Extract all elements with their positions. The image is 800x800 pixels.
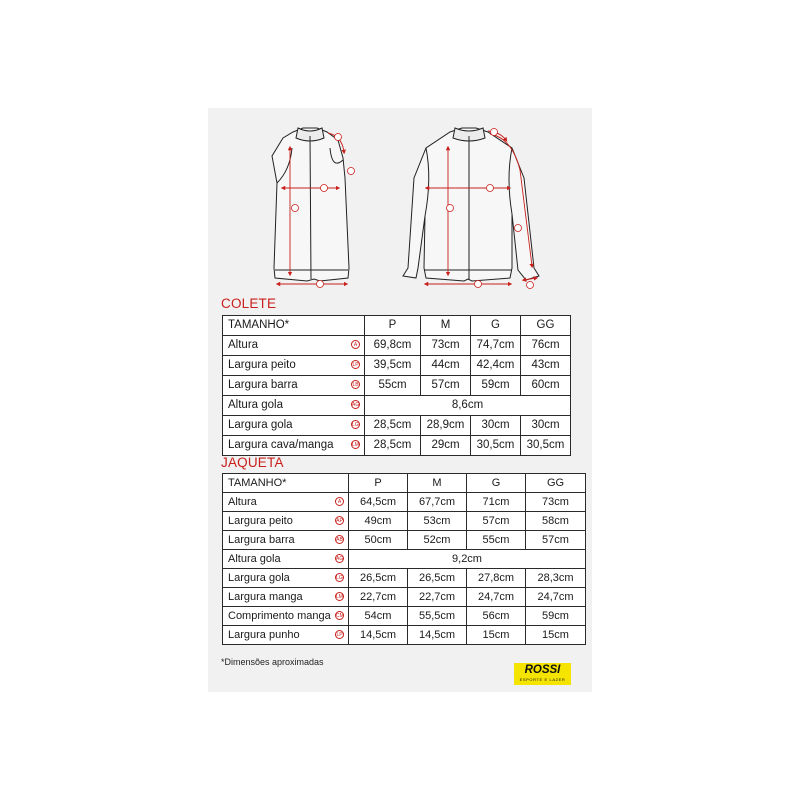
measure-label-cell: [223, 416, 365, 436]
measure-value: 67,7cm: [408, 493, 467, 512]
table-row: [223, 607, 586, 626]
measure-value: 42,4cm: [471, 356, 521, 376]
measure-value-all-sizes: 8,6cm: [365, 396, 571, 416]
measure-mark-icon: A: [335, 497, 344, 506]
measure-value: 57cm: [526, 531, 586, 550]
section-title-colete: COLETE: [221, 296, 277, 311]
measure-label: Largura peito: [228, 515, 293, 527]
measure-mark-icon: LP: [336, 632, 343, 638]
measure-value: 30cm: [521, 416, 571, 436]
table-row: [223, 336, 571, 356]
brand-tagline: ESPORTE E LAZER: [519, 677, 566, 682]
measure-label-cell: [223, 336, 365, 356]
table-row: [223, 626, 586, 645]
measure-label-cell: [223, 531, 349, 550]
measure-value: 69,8cm: [365, 336, 421, 356]
measure-label-cell: [223, 550, 349, 569]
measure-label-cell: [223, 436, 365, 456]
measure-value: 56cm: [467, 607, 526, 626]
measure-label-cell: [223, 588, 349, 607]
measure-label-cell: [223, 376, 365, 396]
measure-label: Altura: [228, 339, 259, 351]
measure-label: Altura: [228, 496, 257, 508]
measure-label: Largura barra: [228, 379, 298, 391]
table-row: [223, 356, 571, 376]
brand-name: ROSSI: [524, 664, 561, 676]
measure-mark-icon: LP: [352, 362, 359, 368]
measure-value: 24,7cm: [467, 588, 526, 607]
measure-value: 59cm: [526, 607, 586, 626]
measure-label: Altura gola: [228, 553, 281, 565]
measure-value: 30cm: [471, 416, 521, 436]
measure-value: 14,5cm: [349, 626, 408, 645]
measure-mark-icon: AG: [352, 402, 360, 408]
measure-value: 22,7cm: [349, 588, 408, 607]
measure-label: Largura punho: [228, 629, 300, 641]
measure-value: 28,5cm: [365, 416, 421, 436]
measure-value: 57cm: [421, 376, 471, 396]
measure-value: 30,5cm: [471, 436, 521, 456]
measure-value: 29cm: [421, 436, 471, 456]
measure-label: Largura barra: [228, 534, 295, 546]
table-row: [223, 493, 586, 512]
measure-value: 52cm: [408, 531, 467, 550]
brand-logo: [514, 663, 571, 685]
jaqueta-size-table: [222, 473, 586, 645]
garment-diagrams: [250, 118, 560, 296]
footnote: *Dimensões aproximadas: [221, 657, 324, 667]
measure-value: 28,3cm: [526, 569, 586, 588]
table-row: [223, 531, 586, 550]
measure-value: 55cm: [365, 376, 421, 396]
measure-value: 44cm: [421, 356, 471, 376]
measure-value: 27,8cm: [467, 569, 526, 588]
size-header-g: G: [467, 474, 526, 493]
measure-value: 57cm: [467, 512, 526, 531]
size-header-gg: GG: [526, 474, 586, 493]
measure-label: Largura cava/manga: [228, 439, 334, 451]
measure-value: 54cm: [349, 607, 408, 626]
measure-label: Comprimento manga: [228, 610, 331, 622]
size-header-p: P: [349, 474, 408, 493]
measure-mark-icon: LM: [336, 594, 343, 600]
measure-value: 55cm: [467, 531, 526, 550]
table-header-row: [223, 474, 586, 493]
measure-label-cell: [223, 569, 349, 588]
table-row: [223, 416, 571, 436]
table-row: [223, 436, 571, 456]
size-header-label: TAMANHO*: [223, 474, 349, 493]
measure-mark-icon: AP: [336, 518, 343, 524]
size-header-label: TAMANHO*: [223, 316, 365, 336]
measure-mark-icon: LG: [352, 422, 359, 428]
measure-value: 14,5cm: [408, 626, 467, 645]
jacket-diagram: [403, 128, 539, 281]
measure-value: 60cm: [521, 376, 571, 396]
measure-mark-icon: AB: [336, 537, 343, 543]
size-header-g: G: [471, 316, 521, 336]
colete-size-table: [222, 315, 571, 456]
measure-value: 59cm: [471, 376, 521, 396]
table-row: [223, 550, 586, 569]
measure-label-cell: [223, 356, 365, 376]
measure-label: Largura gola: [228, 419, 293, 431]
measure-label: Largura peito: [228, 359, 296, 371]
measure-mark-icon: LB: [352, 382, 359, 388]
measure-label-cell: [223, 626, 349, 645]
measure-label: Largura gola: [228, 572, 290, 584]
measure-value: 74,7cm: [471, 336, 521, 356]
table-row: [223, 512, 586, 531]
measure-value: 26,5cm: [349, 569, 408, 588]
measure-label-cell: [223, 396, 365, 416]
measure-value: 49cm: [349, 512, 408, 531]
measure-mark-icon: LG: [336, 575, 343, 581]
measure-value: 39,5cm: [365, 356, 421, 376]
vest-diagram: [272, 128, 349, 281]
measure-mark-icon: LM: [352, 442, 359, 448]
table-header-row: [223, 316, 571, 336]
measure-value: 64,5cm: [349, 493, 408, 512]
measure-label: Altura gola: [228, 399, 283, 411]
measure-value: 15cm: [526, 626, 586, 645]
measure-value: 71cm: [467, 493, 526, 512]
measure-value: 30,5cm: [521, 436, 571, 456]
measure-mark-icon: A: [351, 340, 360, 349]
measure-value: 28,9cm: [421, 416, 471, 436]
section-title-jaqueta: JAQUETA: [221, 455, 284, 470]
measure-value: 50cm: [349, 531, 408, 550]
measure-label: Largura manga: [228, 591, 303, 603]
measure-value: 28,5cm: [365, 436, 421, 456]
measure-value: 76cm: [521, 336, 571, 356]
measure-value: 55,5cm: [408, 607, 467, 626]
measure-mark-icon: CM: [336, 613, 344, 619]
table-row: [223, 569, 586, 588]
measure-value: 43cm: [521, 356, 571, 376]
measure-value: 26,5cm: [408, 569, 467, 588]
measure-value: 22,7cm: [408, 588, 467, 607]
measure-label-cell: [223, 493, 349, 512]
measure-value: 58cm: [526, 512, 586, 531]
measure-value: 53cm: [408, 512, 467, 531]
measure-label-cell: [223, 512, 349, 531]
measure-value: 15cm: [467, 626, 526, 645]
size-header-m: M: [408, 474, 467, 493]
measure-value: 24,7cm: [526, 588, 586, 607]
measure-value: 73cm: [421, 336, 471, 356]
measure-mark-icon: AG: [336, 556, 344, 562]
measure-label-cell: [223, 607, 349, 626]
table-row: [223, 396, 571, 416]
table-row: [223, 376, 571, 396]
measure-value-all-sizes: 9,2cm: [349, 550, 586, 569]
size-header-p: P: [365, 316, 421, 336]
size-header-m: M: [421, 316, 471, 336]
size-header-gg: GG: [521, 316, 571, 336]
measure-value: 73cm: [526, 493, 586, 512]
table-row: [223, 588, 586, 607]
